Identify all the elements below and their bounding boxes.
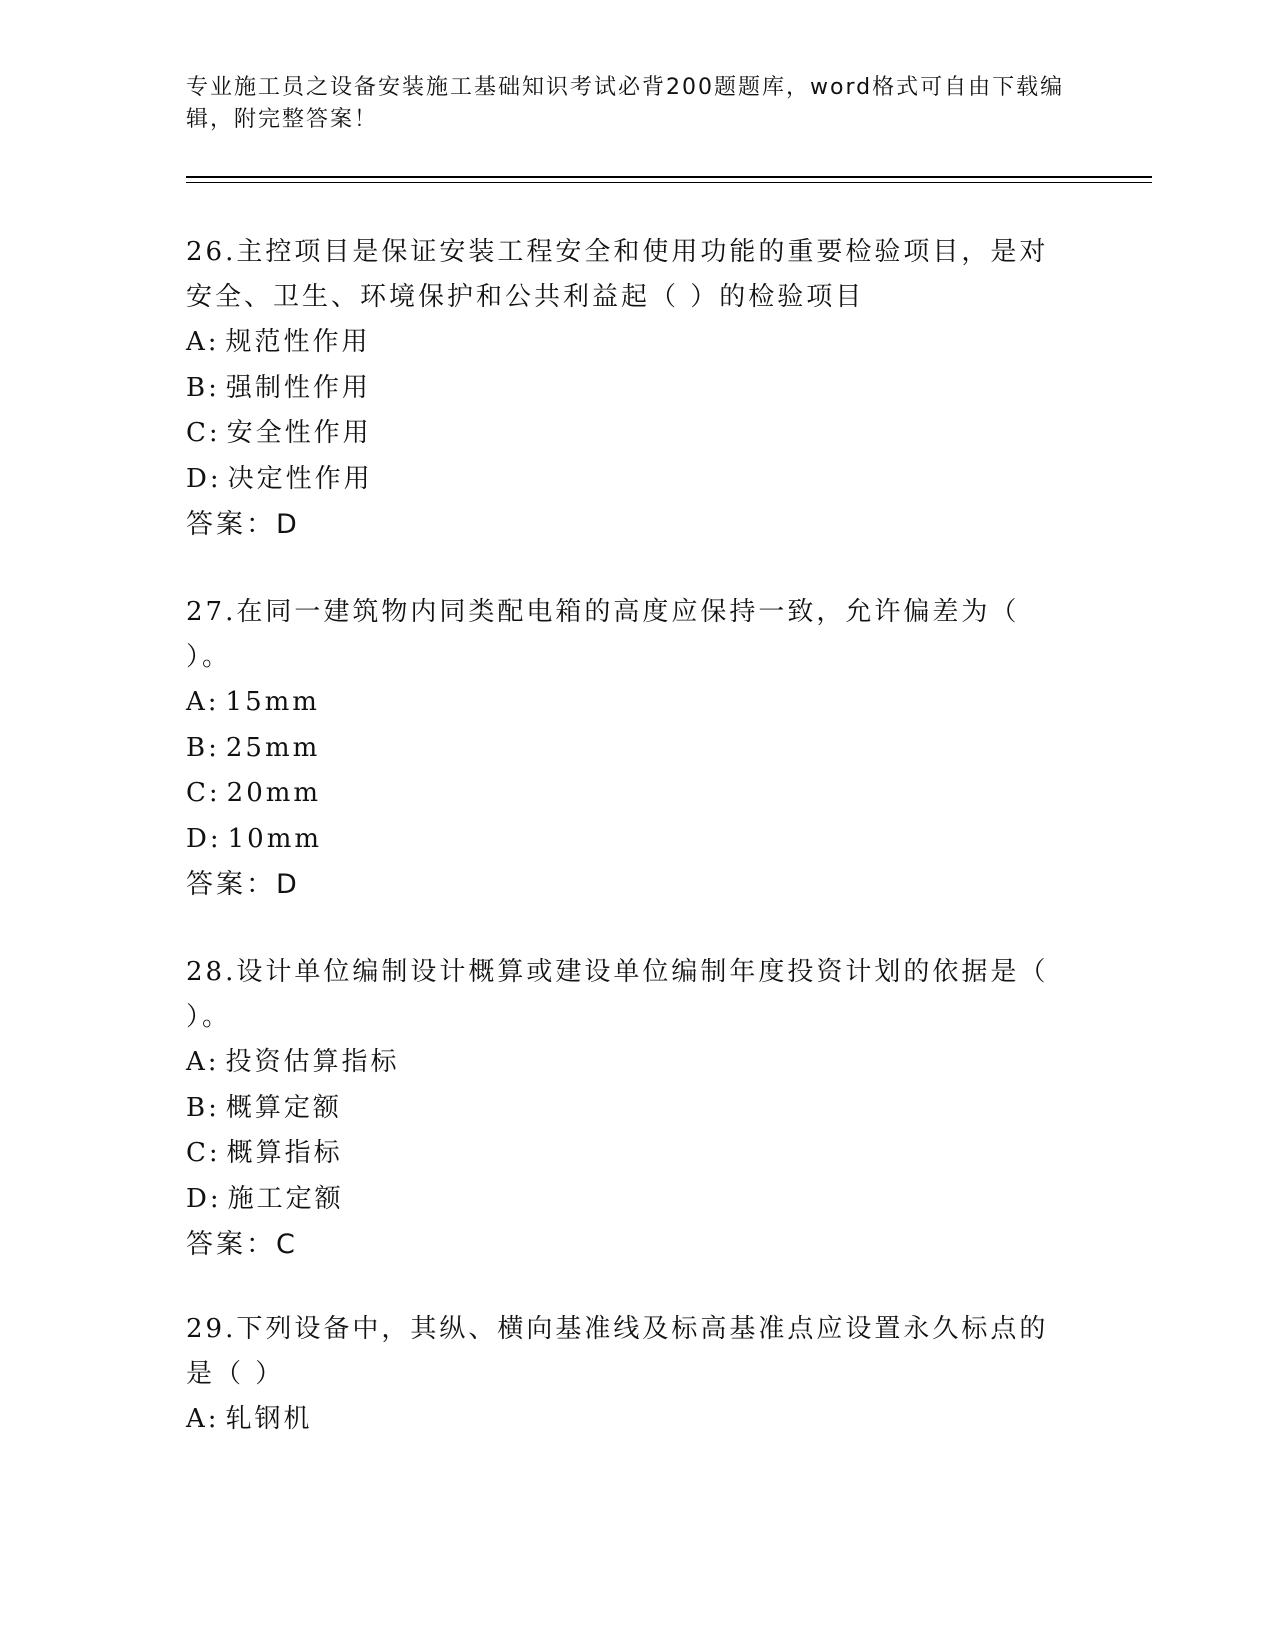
question-29 xyxy=(186,1307,1066,1443)
question-stem: 27.在同一建筑物内同类配电箱的高度应保持一致，允许偏差为（ ）。 xyxy=(186,597,1020,672)
option-d xyxy=(186,817,1066,863)
option-key: A: xyxy=(186,327,220,357)
option-text: 规范性作用 xyxy=(225,327,371,357)
option-text: 施工定额 xyxy=(227,1183,344,1214)
option-b xyxy=(186,726,1066,772)
answer-line: 答案：C xyxy=(186,1229,298,1260)
option-c xyxy=(186,771,1066,817)
option-key: C: xyxy=(186,418,221,448)
option-a xyxy=(186,680,1066,726)
header-divider-thin xyxy=(186,182,1152,183)
question-stem: 29.下列设备中，其纵、横向基准线及标高基准点应设置永久标点的是（ ） xyxy=(186,1314,1049,1389)
option-c xyxy=(186,1131,1066,1177)
option-key: A: xyxy=(186,687,220,717)
option-d xyxy=(186,457,1066,503)
option-text: 概算指标 xyxy=(226,1138,343,1168)
option-key: C: xyxy=(186,1138,221,1168)
answer-line: 答案：D xyxy=(186,869,300,900)
option-text: 安全性作用 xyxy=(226,418,372,448)
option-key: B: xyxy=(186,372,220,403)
option-key: D: xyxy=(186,463,222,494)
option-a xyxy=(186,320,1066,366)
option-text: 轧钢机 xyxy=(225,1404,313,1434)
option-key: D: xyxy=(186,823,222,854)
option-text: 20mm xyxy=(226,778,322,808)
option-key: B: xyxy=(186,1092,220,1123)
option-key: B: xyxy=(186,732,220,763)
option-a xyxy=(186,1397,1066,1443)
option-b xyxy=(186,1086,1066,1132)
option-d xyxy=(186,1177,1066,1223)
option-key: D: xyxy=(186,1183,222,1214)
question-26 xyxy=(186,230,1066,548)
option-b xyxy=(186,366,1066,412)
option-key: A: xyxy=(186,1404,220,1434)
option-c xyxy=(186,411,1066,457)
question-stem: 28.设计单位编制设计概算或建设单位编制年度投资计划的依据是（ ）。 xyxy=(186,957,1049,1032)
answer-line: 答案：D xyxy=(186,509,300,540)
option-text: 15mm xyxy=(225,687,320,717)
option-text: 强制性作用 xyxy=(225,372,371,403)
question-28 xyxy=(186,950,1066,1268)
document-header-title: 专业施工员之设备安装施工基础知识考试必背200题题库，word格式可自由下载编辑，附完整答案！ xyxy=(186,75,1065,132)
option-a xyxy=(186,1040,1066,1086)
option-key: C: xyxy=(186,778,221,808)
option-text: 概算定额 xyxy=(225,1092,342,1123)
header-divider-thick xyxy=(186,176,1152,178)
question-stem: 26.主控项目是保证安装工程安全和使用功能的重要检验项目，是对安全、卫生、环境保护和公共利益起（ ）的检验项目 xyxy=(186,237,1049,312)
option-text: 决定性作用 xyxy=(227,463,373,494)
option-text: 25mm xyxy=(225,732,321,763)
option-text: 10mm xyxy=(227,823,323,854)
option-key: A: xyxy=(186,1047,220,1077)
option-text: 投资估算指标 xyxy=(225,1047,400,1077)
question-27 xyxy=(186,590,1066,908)
